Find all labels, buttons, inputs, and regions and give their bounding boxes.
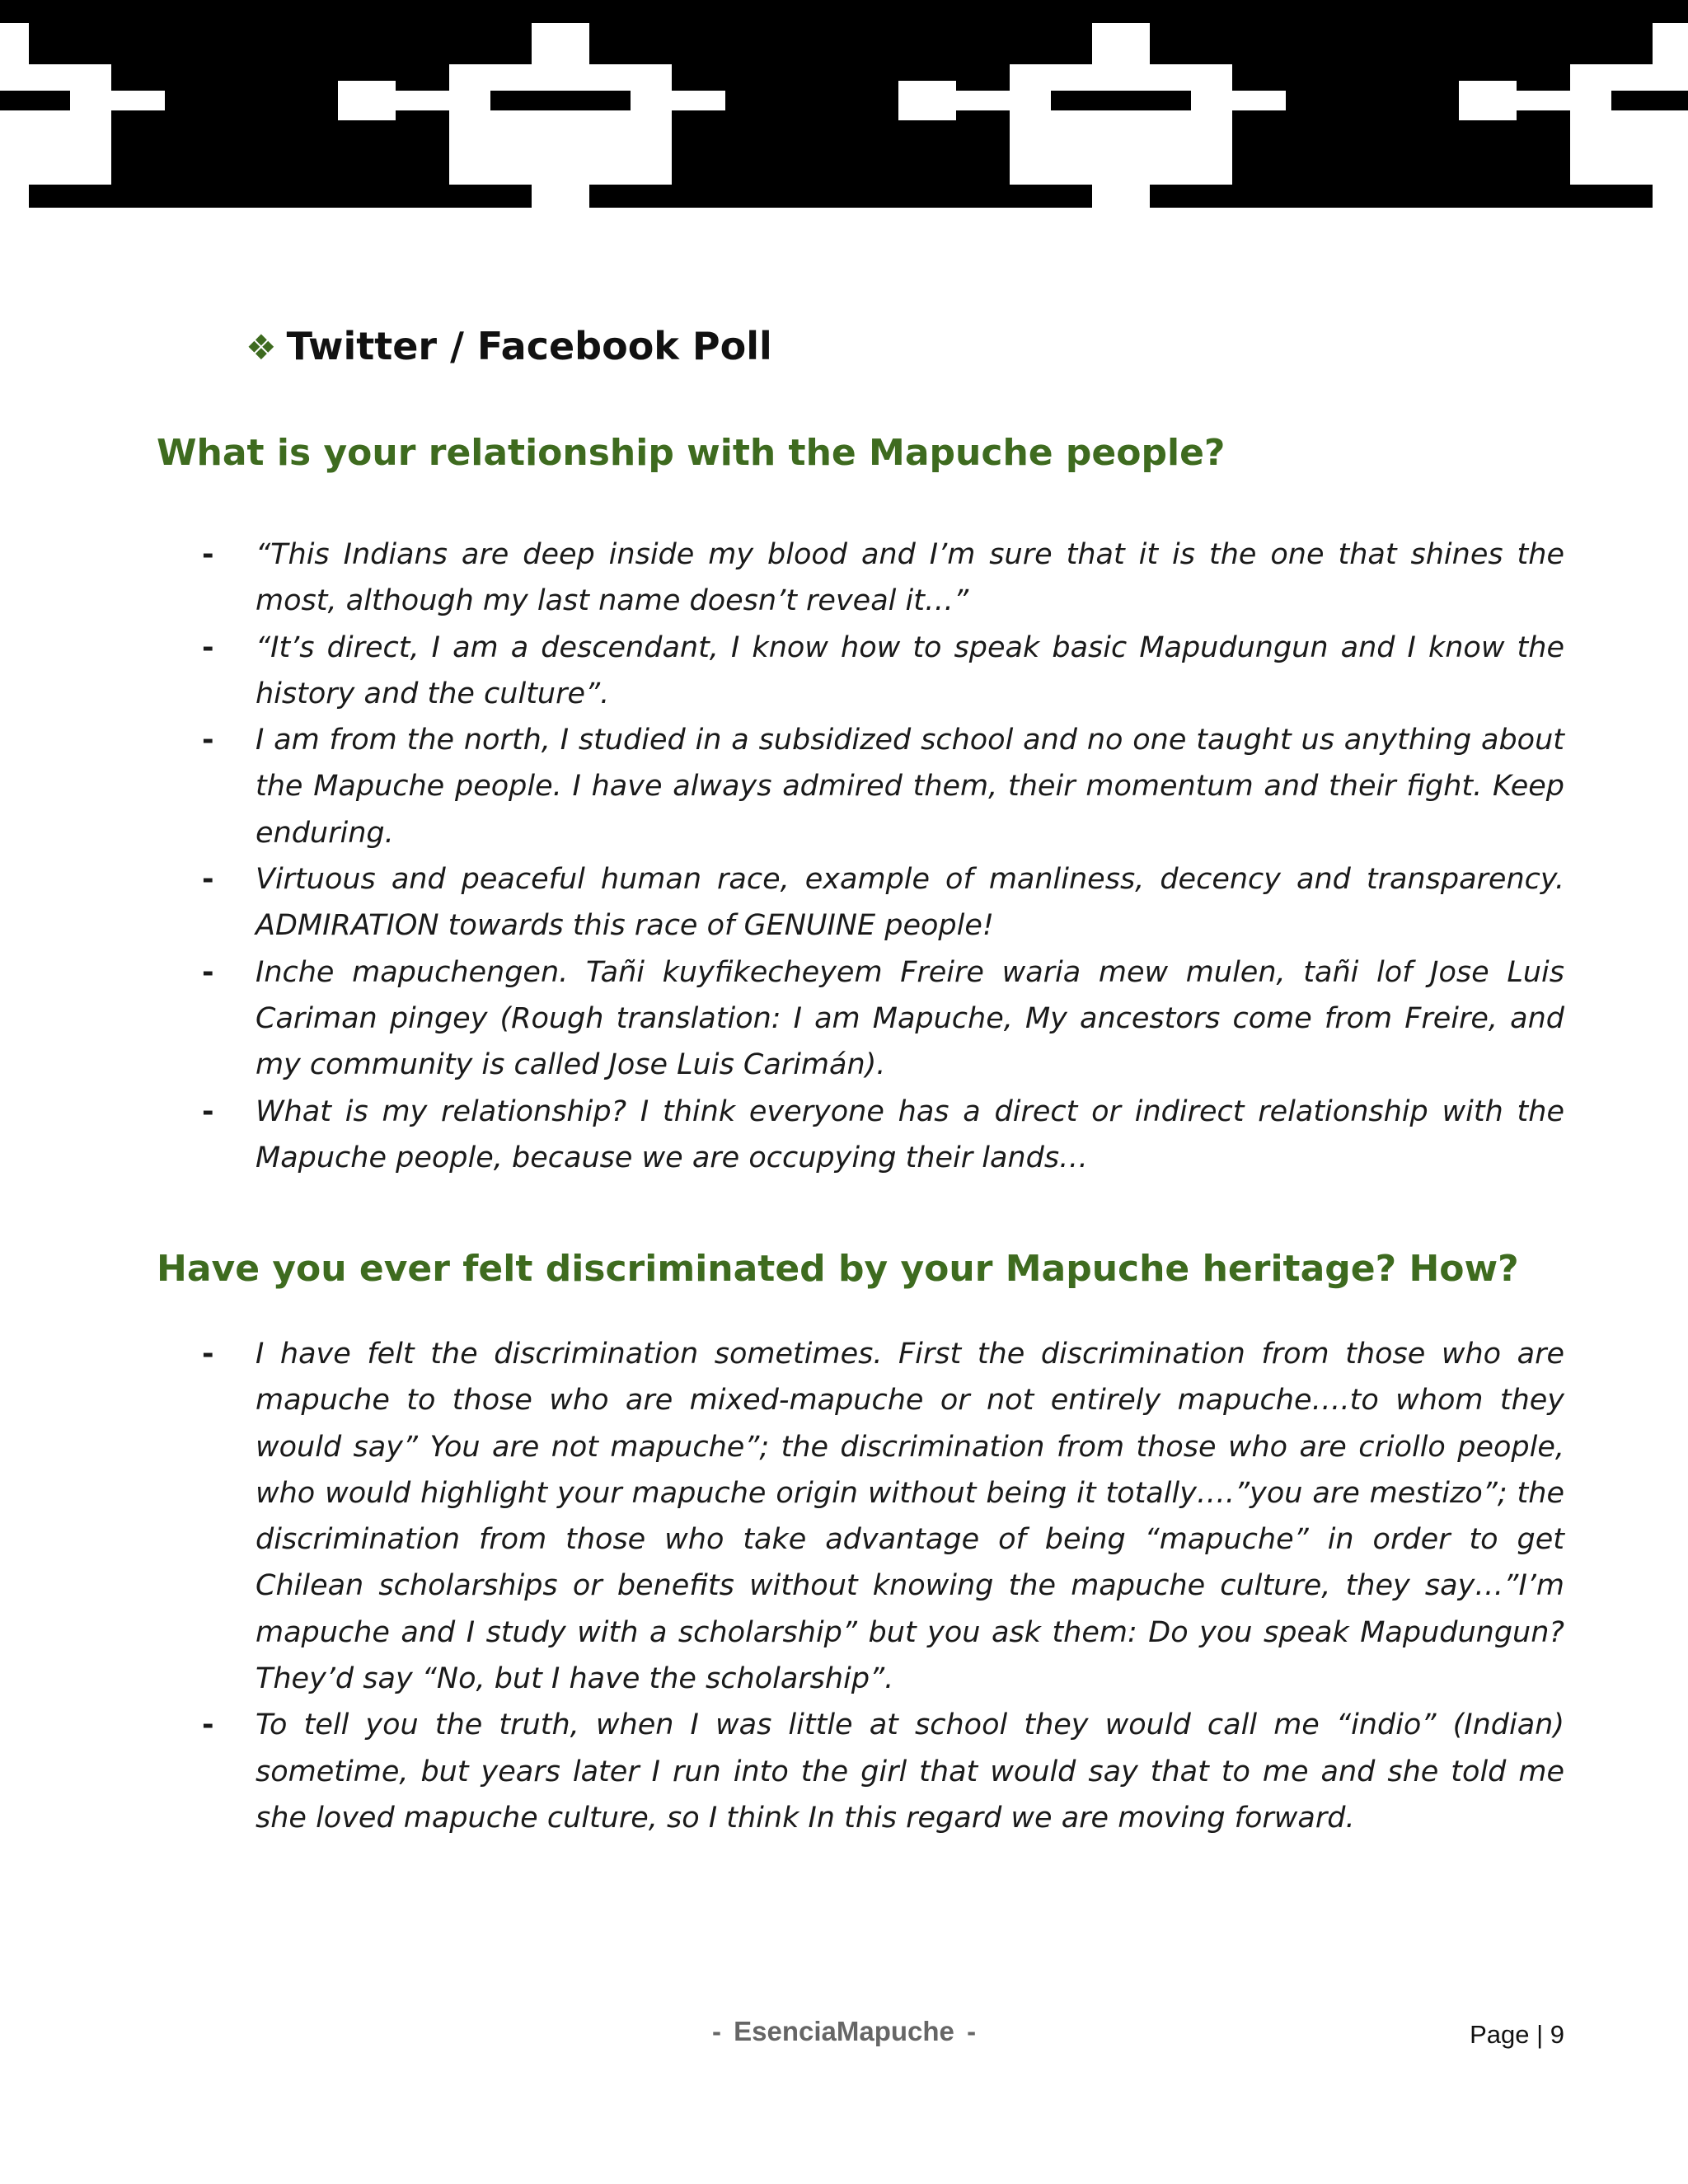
dash-icon: - (202, 1338, 214, 1371)
page-number: Page | 9 (1470, 2020, 1564, 2049)
list-item (0, 1089, 1564, 1182)
list-item (0, 717, 1564, 856)
answer-text: “This Indians are deep inside my blood and I’m sure that it is the one that shines the most, although my last name doesn’t reveal it…” (256, 538, 1564, 618)
list-item (0, 949, 1564, 1089)
answer-text: I have felt the discrimination sometimes. First the discrimination from those who are mapuche to those who are mixed-mapuche or not entirely mapuche….to whom they would say” You are not mapuche”; the discrimination from those who are criollo people, who would highlight your mapuche origin without being it totally….”you are mestizo”; the discrimination from those who take advantage of being “mapuche” in order to get Chilean scholarships or benefits without knowing the mapuche culture, they say…”I’m mapuche and I study with a scholarship” but you ask them: Do you speak Mapudungun? They’d say “No, but I have the scholarship”. (256, 1338, 1564, 1696)
dash-icon: - (202, 863, 214, 897)
answer-list (0, 1331, 1564, 1841)
footer-brand-name: EsenciaMapuche (734, 2016, 954, 2046)
list-item (0, 1702, 1564, 1841)
section-title (246, 320, 772, 374)
answer-list (0, 532, 1564, 1181)
list-item (0, 625, 1564, 718)
section-title-text: Twitter / Facebook Poll (286, 324, 772, 368)
answer-text: “It’s direct, I am a descendant, I know how to speak basic Mapudungun and I know the history and the culture”. (256, 630, 1564, 710)
footer-dash-left: - (711, 2016, 721, 2046)
dash-icon: - (202, 955, 214, 989)
answer-text: Virtuous and peaceful human race, example of manliness, decency and transparency. ADMIRATION towards this race of GENUINE people! (256, 863, 1564, 943)
dash-icon: - (202, 724, 214, 757)
question-heading: Have you ever felt discriminated by your Mapuche heritage? How? (157, 1248, 1519, 1290)
dash-icon: - (202, 630, 214, 664)
answer-text: I am from the north, I studied in a subsidized school and no one taught us anything about the Mapuche people. I have always admired them, their momentum and their fight. Keep enduring. (256, 724, 1564, 850)
answer-text: What is my relationship? I think everyone has a direct or indirect relationship with the Mapuche people, because we are occupying their lands… (256, 1094, 1564, 1174)
answer-text: To tell you the truth, when I was little at school they would call me “indio” (Indian) sometime, but years later I run into the girl that would say that to me and she told me she loved mapuche culture, so I think In this regard we are moving forward. (256, 1708, 1564, 1835)
footer-dash-right: - (967, 2016, 977, 2046)
list-item (0, 1331, 1564, 1702)
diamond-cluster-icon: ❖ (246, 327, 277, 368)
footer-brand (0, 2013, 1688, 2050)
dash-icon: - (202, 538, 214, 571)
answer-text: Inche mapuchengen. Tañi kuyfikecheyem Freire waria mew mulen, tañi lof Jose Luis Cariman pingey (Rough translation: I am Mapuche, My ancestors come from Freire, and my community is called Jose Luis Carimán). (256, 955, 1564, 1082)
list-item (0, 856, 1564, 949)
question-heading: What is your relationship with the Mapuche people? (157, 432, 1226, 474)
list-item (0, 532, 1564, 625)
dash-icon: - (202, 1094, 214, 1128)
dash-icon: - (202, 1708, 214, 1742)
mapuche-pattern-banner (0, 0, 1688, 208)
